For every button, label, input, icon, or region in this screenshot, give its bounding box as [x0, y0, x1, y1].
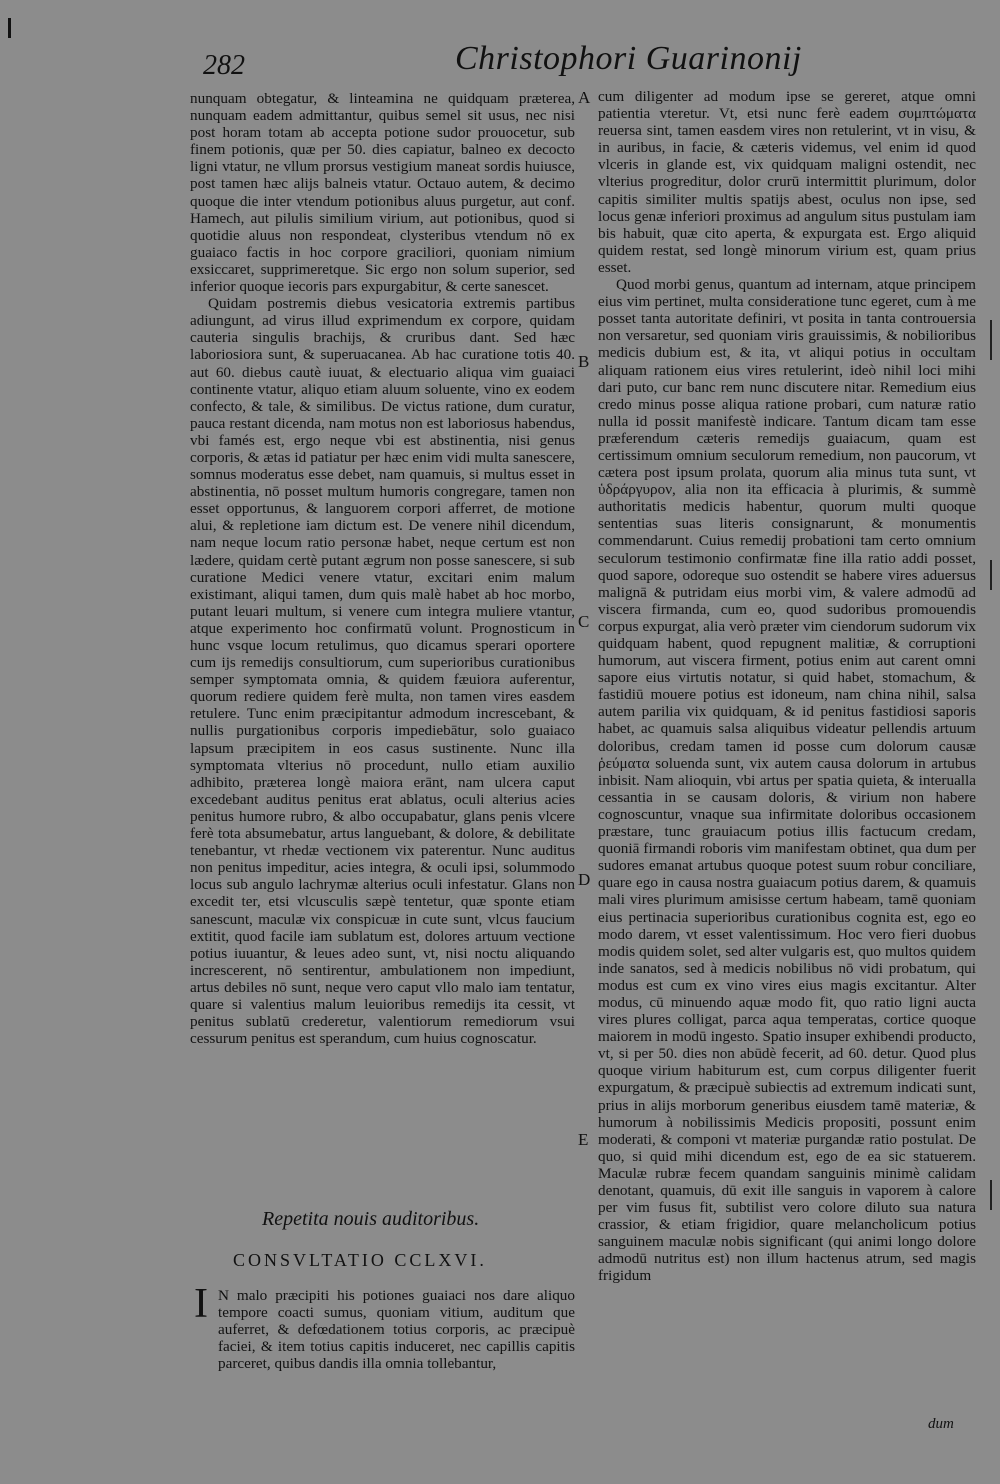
margin-letter: E: [578, 1130, 589, 1149]
page-number: 282: [203, 50, 245, 81]
margin-letter: B: [578, 352, 590, 371]
scan-mark: [8, 18, 11, 38]
consultation-subheading: Repetita nouis auditoribus.: [262, 1208, 480, 1230]
paragraph: Quidam postremis diebus vesicatoria extremis partibus adiungunt, ad virus illud exprimendum ex corpore, quidam cauteria singulis brachijs, & cruribus dant. Sed hæc laboriosiora sunt, & superuacanea. Ab hac curatione totis 40. aut 60. diebus cautè iuuat, & electuario aliqua vim guaiaci continente vtatur, aliquo etiam aluum soluente, vino ex eodem confecto, & tale, & similibus. De victus ratione, dum curatur, pauca restant dicenda, nam motus non est laboriosus habendus, vbi famés est, ergo neque vbi est abstinentia, nisi genus corporis, & ætas id patiatur per hæc enim vidi multa sanescere, somnus moderatus esse debet, nam quamuis, si multus esset in abstinentia, nō posset multum humoris congregare, tamen non esset opportunus, & languorem corpori afferret, de motione alui, & repletione iam dictum est. De venere nihil dicendum, nam neque locum ratio personæ habet, neque certum est non lædere, quidam certè putant ægrum non posse sanescere, si sub curatione Medici venere vtatur, excitari enim malum existimant, aliqui tamen, dum quis malè habet ab hoc morbo, putant leuari multum, si venere cum integra muliere vtantur, atque experimento hoc confirmatū volunt. Prognosticum in hunc vsque locum retulimus, quo dicamus sperari oportere cum ijs remedijs consultiorum, cum superioribus curationibus semper symptomata omnia, & quidem fæuiora auferentur, quorum rediere quidem ferè multa, non tamen vires easdem retulere. Tunc enim præcipitantur admodum increscebant, & nullis purgationibus corporis impediebātur, solo guaiaco lapsum præcipitem in eos casus sustinente. Nunc illa symptomata vlterius nō procedunt, nullo etiam auxilio adhibito, præterea longè maiora erānt, nam ulcera caput excedebant auditus penitus erat ablatus, oculi alterius acies penitus humore rubro, & albo occupabatur, glans penis vlcere ferè tota absumebatur, artus languebant, & dolore, & debilitate tenebantur, vt rhedæ vectionem vix paterentur. Nunc auditus non penitus impeditur, acies integra, & oculi ipsi, solummodo locus sub angulo lachrymæ alterius oculi infestatur. Glans non excedit ter, etsi vlcusculis sæpè tentetur, quæ sponte etiam sanescunt, maculæ vix conspicuæ in cute sunt, vlcus faucium extitit, quod facile iam sublatum est, dolores artuum vectione potius iuuantur, & leues adeo sunt, vt, nisi noctu aliquando increscerent, nō sentirentur, ambulationem non impediunt, artus debiles nō sunt, neque vero caput vllo malo iam tentatur, quare si valentius malum leuioribus remedijs ita cessit, vt penitus sublatū crederetur, valentiorum remediorum vsui cessurum penitus est sperandum, cum huius cognoscatur.: [190, 295, 575, 1048]
right-column: [598, 88, 976, 1285]
margin-letter: A: [578, 88, 591, 107]
scan-mark: [990, 560, 992, 590]
left-column: [190, 90, 575, 1047]
running-head: Christophori Guarinonij: [455, 40, 802, 77]
paragraph: cum diligenter ad modum ipse se gereret, atque omni patientia vteretur. Vt, etsi nunc ferè eadem συμπτώματα reuersa sint, tamen easdem vires non retulerint, vt in visu, & in auribus, in facie, & cæteris videmus, vel enim id quod vlceris in glande est, vix quidquam maligni ostendit, nec vlterius progreditur, dolor crurū intermittit plurimum, dolor capitis similiter multis spatijs abest, oculus non ipse, sed locus genæ inferiori proximus ad angulum situs pustulam iam bis habuit, quæ cito aperta, & expurgata est. Ergo aliquid quidem restat, sed longè minorum virium est, quam prius esset.: [598, 88, 976, 276]
paragraph: N malo præcipiti his potiones guaiaci nos dare aliquo tempore coacti sumus, quoniam vitium, auditum que auferret, & defœdationem totius corporis, ac præcipuè faciei, & item totius capitis induceret, nec capillis capitis parceret, quibus dandis illa omnia tollebantur,: [218, 1287, 575, 1373]
paragraph: nunquam obtegatur, & linteamina ne quidquam præterea, nunquam eadem admittantur, quibus semel sit usus, nec nisi post horam totam ab accepta potione sudor prouocetur, sub finem potionis, quæ per 50. dies capiatur, balneo ex decocto ligni vtatur, ne vllum prorsus vestigium maneat sordis huiusce, post tamen hæc alijs balneis vtatur. Octauo autem, & decimo quoque die inter vtendum potionibus aluus purgetur, aut conf. Hamech, aut pilulis similium virium, aut potionibus, quod si quotidie aluus non respondeat, clysteribus vtendum nō ex guaiaco factis in hoc corpore graciliori, quoniam nimium exsiccaret, supprimeretque. Sic ergo non solum superior, sed inferior quoque iecoris pars expurgabitur, & certe sanescet.: [190, 90, 575, 296]
paragraph: Quod morbi genus, quantum ad internam, atque principem eius vim pertinet, multa consideratione tunc egeret, cum à me posset tanta autoritate definiri, vt posita in tanta controuersia non versaretur, sed quoniam viris grauissimis, & nobilioribus medicis dubium est, & ita, vt aliqui potius in occultam aliquam rationem eius vires retulerint, ideò nihil loci mihi dari puto, cur banc rem nunc discutere nitar. Remedium eius credo minus posse aliqua ratione probari, cum naturæ ratio nulla id possit manifestè indicare. Tantum dicam tam esse præferendum cæteris remedijs guaiacum, quam est certissimum omnium seculorum remedium, non paucorum, vt cætera post ipsum prolata, quorum alia minus tuta sunt, vt ὑδράργυρον, alia non ita efficacia à plurimis, & summè authoritatis medicis habentur, quorum multi quoque sententias suas literis consignarunt, & monumentis commendarunt. Cuius remedij probationi tam certo omnium seculorum testimonio confirmatæ fine illa ratio addi posset, quod sapore, odoreque suo ostendit se habere vires aduersus malignā & putridam eius morbi vim, & valere admodū ad viscera firmanda, cum eo, quod sudoribus promouendis corpus expurgat, alia verò præter vim ciendorum sudorum vix quidquam habent, quod repugnent malitiæ, & corruptioni humorum, aut viscera firment, potius enim aut carent omni sapore eius virtutis notatur, si quid habet, stomachum, & fastidiū mouere potius est idoneum, nam china nihil, salsa autem parilia vix quidquam, & id penitus fastidiosi saporis habet, ac quamuis salsa aliquibus videatur pellendis artuum doloribus, credam tamen id posse cum dolorum causæ ῥεύματα soluenda sunt, vix autem causa dolorum in artubus inbisit. Nam alioquin, vbi artus per spatia quieta, & interualla cessantia in se causam doloris, & virium non habere cognoscuntur, vnaque sua infirmitate doloribus occasionem præstare, tunc grauiacum potius illis factucum credam, quoniā firmandi roboris vim manifestam obtinet, qua dum per sudores emanat artubus quoque potest suum robur conciliare, quare ego in causa nostra guaiacum potius darem, & quamuis mali vires plurimum amisisse certum habeam, tamē quoniam eius pertinacia superioribus curationibus cognita est, ego eo modo darem, vt esset valentissimum. Hoc vero fieri duobus modis quidem solet, sed alter vulgaris est, quo multos quidem inde sanatos, sed à medicis nobilibus nō vidi probatum, qui modus est cum ex vino vires eius magis excitantur. Alter modus, cū minuendo aquæ modo fit, quo ratio ligni aucta vires plures colligat, parca aqua temperatas, cortice quoque maiorem in modū ingesto. Spatio insuper exhibendi producto, vt, si per 50. dies non abūdè fecerit, ad 60. detur. Quod plus quoque virium habiturum est, cum corpus diligenter fuerit expurgatum, & præcipuè subiectis ad extremum indicati sunt, prius in alijs morborum generibus eiusdem tamē materiæ, & humorum à nobilissimis Medicis propositi, possunt enim moderati, & componi vt materiæ purgandæ ratio postulat. De quo, si quid mihi dicendum est, ego de ea sic statuerem. Maculæ rubræ fecem quandam sanguinis minimè calidam denotant, quamuis, dū exit ille sanguis in vaporem à calore per vim fusus fit, subtilist vero colore diluto sua natura crassior, & etiam frigidior, quare melancholicum potius sanguinem maculæ nobis significant (qui animi longo dolore admodū nutritus est) non illum hactenus atrum, sed magis frigidum: [598, 276, 976, 1285]
catchword: dum: [928, 1416, 954, 1432]
scan-mark: [990, 320, 992, 360]
margin-letter: D: [578, 870, 591, 889]
consultation-title: CONSVLTATIO CCLXVI.: [233, 1250, 487, 1270]
consultation-body: [218, 1287, 575, 1372]
scan-mark: [990, 1180, 992, 1210]
drop-initial: I: [194, 1281, 208, 1327]
margin-letter: C: [578, 612, 590, 631]
